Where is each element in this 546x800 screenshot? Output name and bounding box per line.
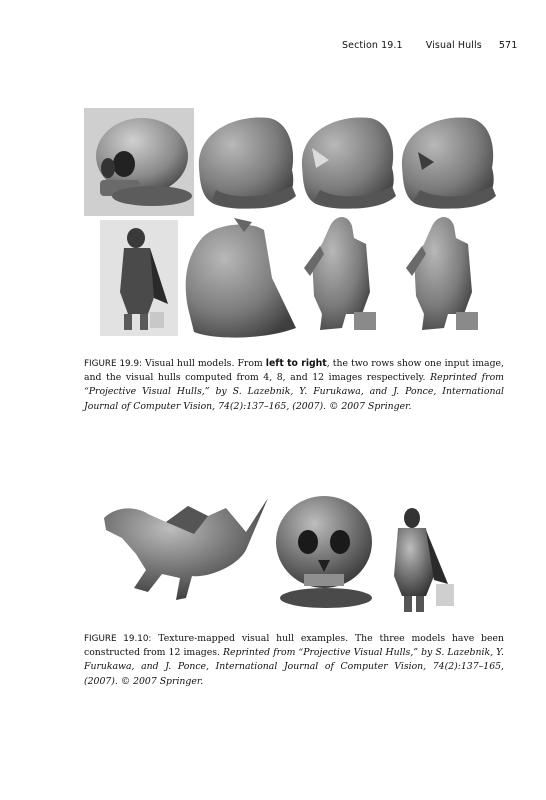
figure-19-10-credit: Reprinted from “Projective Visual Hulls,” by S. Lazebnik, Y. Furukawa, and J. Ponce, International Journal of Computer Vision, 74(2):137–165, (2007). © 2007 Springer. xyxy=(84,647,504,687)
skull-textured-model xyxy=(276,496,372,608)
warrior-hull-12-images xyxy=(406,217,478,330)
section-number: Section 19.1 xyxy=(342,40,403,51)
figure-19-10-label: FIGURE 19.10: xyxy=(84,634,152,644)
figure-19-9-caption xyxy=(84,357,504,414)
section-title: Visual Hulls xyxy=(425,40,482,51)
skull-hull-8-images xyxy=(302,117,396,208)
warrior-input-photo xyxy=(100,220,178,336)
figure-19-9-bold-phrase: left to right xyxy=(265,358,327,369)
warrior-hull-4-images xyxy=(186,218,296,338)
warrior-textured-model xyxy=(394,508,454,612)
page-number: 571 xyxy=(498,40,518,51)
dinosaur-textured-model xyxy=(104,498,268,600)
skull-hull-12-images xyxy=(402,117,496,208)
figure-19-10-image-row xyxy=(96,488,496,620)
figure-19-9-credit: Reprinted from “Projective Visual Hulls,” by S. Lazebnik, Y. Furukawa, and J. Ponce, International Journal of Computer Vision, 74(2):137–165, (2007). © 2007 Springer. xyxy=(84,372,504,412)
figure-19-9-text-b: , the two rows show one input image, and the visual hulls computed from 4, 8, and 12 images respectively. xyxy=(84,358,504,384)
figure-19-9-label: FIGURE 19.9: xyxy=(84,359,143,369)
skull-input-photo xyxy=(84,108,194,216)
figure-19-9-image-grid xyxy=(84,108,504,340)
figure-19-9-text-a: Visual hull models. From xyxy=(142,358,266,369)
warrior-hull-8-images xyxy=(304,217,376,330)
skull-hull-4-images xyxy=(199,117,296,208)
figure-19-10-caption xyxy=(84,632,504,689)
figure-19-10-text-a: Texture-mapped visual hull examples. The three models have been constructed from 12 images. xyxy=(84,633,504,659)
running-head xyxy=(342,40,517,51)
